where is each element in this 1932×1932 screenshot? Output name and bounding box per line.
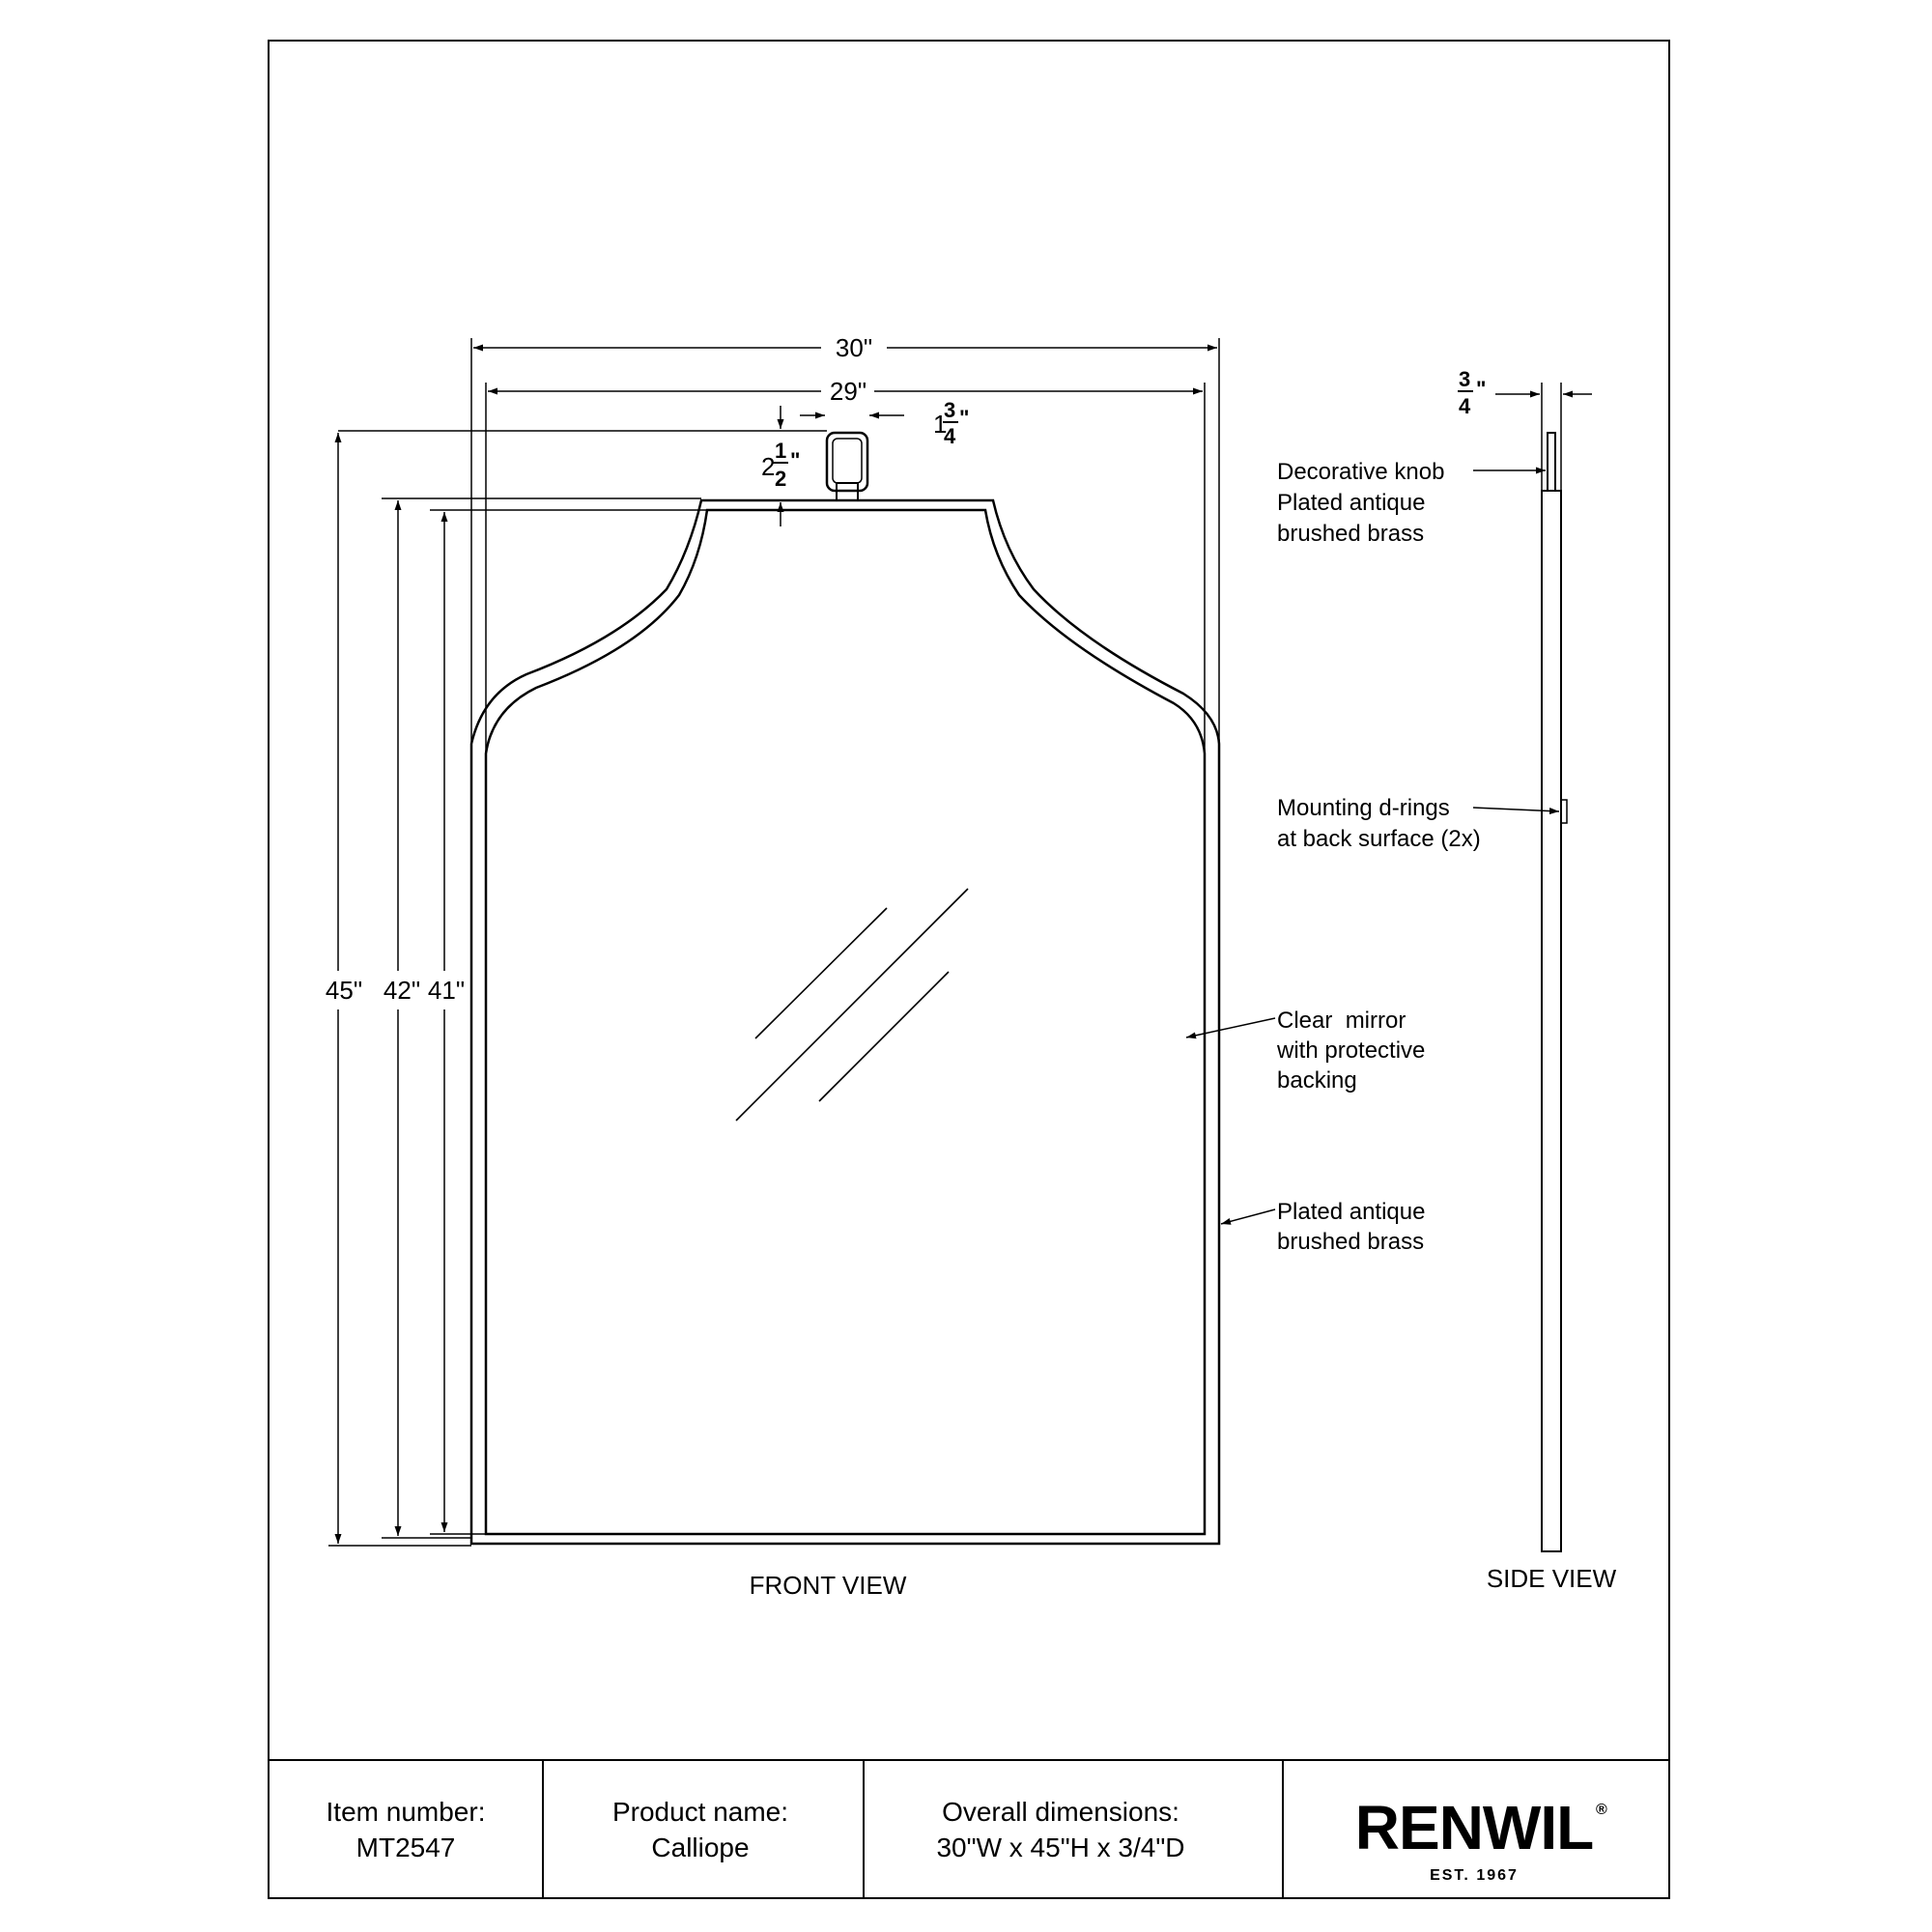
svg-text:Plated antique: Plated antique	[1277, 490, 1426, 516]
front-view-title: FRONT VIEW	[749, 1571, 907, 1600]
svg-text:Plated antique: Plated antique	[1277, 1199, 1426, 1225]
svg-text:EST. 1967: EST. 1967	[1430, 1867, 1519, 1884]
sheet-border	[269, 41, 1669, 1898]
svg-text:1: 1	[933, 410, 948, 439]
frame-height-label: 42"	[383, 976, 421, 1005]
svg-text:Clear mirror: Clear mirror	[1277, 1008, 1406, 1034]
mirror-callout	[1276, 1008, 1425, 1094]
svg-text:": "	[959, 406, 970, 430]
side-frame	[1542, 491, 1561, 1551]
width-dimensions	[338, 338, 1219, 753]
svg-text:backing: backing	[1277, 1067, 1357, 1094]
svg-text:Item number:: Item number:	[326, 1797, 486, 1827]
item-number-cell	[327, 1797, 486, 1862]
svg-text:with protective: with protective	[1277, 1037, 1426, 1064]
svg-text:2: 2	[761, 452, 776, 481]
knob-height-label	[761, 439, 800, 491]
depth-label	[1458, 367, 1486, 418]
svg-text:4: 4	[1459, 394, 1471, 418]
svg-text:brushed brass: brushed brass	[1277, 1229, 1425, 1255]
glare-icon	[736, 889, 968, 1121]
overall-height-label: 45"	[325, 976, 363, 1005]
front-view	[471, 433, 1219, 1544]
frame-callout	[1277, 1199, 1425, 1255]
svg-text:at back surface (2x): at back surface (2x)	[1277, 826, 1481, 852]
mirror-height-label: 41"	[427, 976, 466, 1005]
svg-text:": "	[790, 448, 801, 472]
side-view	[1542, 383, 1567, 1551]
overall-dimensions-cell	[936, 1797, 1184, 1862]
svg-text:3: 3	[1459, 367, 1471, 391]
svg-text:": "	[1476, 377, 1487, 401]
svg-text:Calliope: Calliope	[651, 1833, 750, 1862]
overall-width-label: 30"	[835, 333, 873, 362]
svg-text:4: 4	[944, 424, 956, 448]
svg-text:30"W x 45"H x 3/4"D: 30"W x 45"H x 3/4"D	[936, 1833, 1185, 1862]
svg-text:Overall dimensions:: Overall dimensions:	[942, 1797, 1179, 1827]
svg-text:Product name:: Product name:	[611, 1797, 789, 1827]
svg-text:brushed brass: brushed brass	[1277, 521, 1425, 547]
svg-text:Mounting d-rings: Mounting d-rings	[1277, 795, 1450, 821]
side-view-title: SIDE VIEW	[1486, 1564, 1617, 1593]
knob-width-label	[933, 398, 969, 448]
side-knob	[1548, 433, 1555, 491]
knob-inner	[833, 439, 862, 483]
svg-text:®: ®	[1596, 1802, 1609, 1818]
renwil-logo	[1355, 1793, 1609, 1884]
product-name-cell	[612, 1797, 788, 1862]
svg-text:2: 2	[775, 467, 787, 491]
svg-text:Decorative knob: Decorative knob	[1277, 459, 1445, 485]
mirror-edge	[486, 510, 1205, 1534]
svg-text:1: 1	[775, 439, 787, 463]
outer-frame	[471, 500, 1219, 1544]
d-rings-callout	[1277, 795, 1481, 852]
svg-text:3: 3	[944, 398, 956, 422]
inner-width-label: 29"	[829, 377, 867, 406]
knob-callout	[1277, 459, 1444, 547]
svg-text:RENWIL: RENWIL	[1354, 1793, 1594, 1862]
svg-text:MT2547: MT2547	[355, 1833, 456, 1862]
